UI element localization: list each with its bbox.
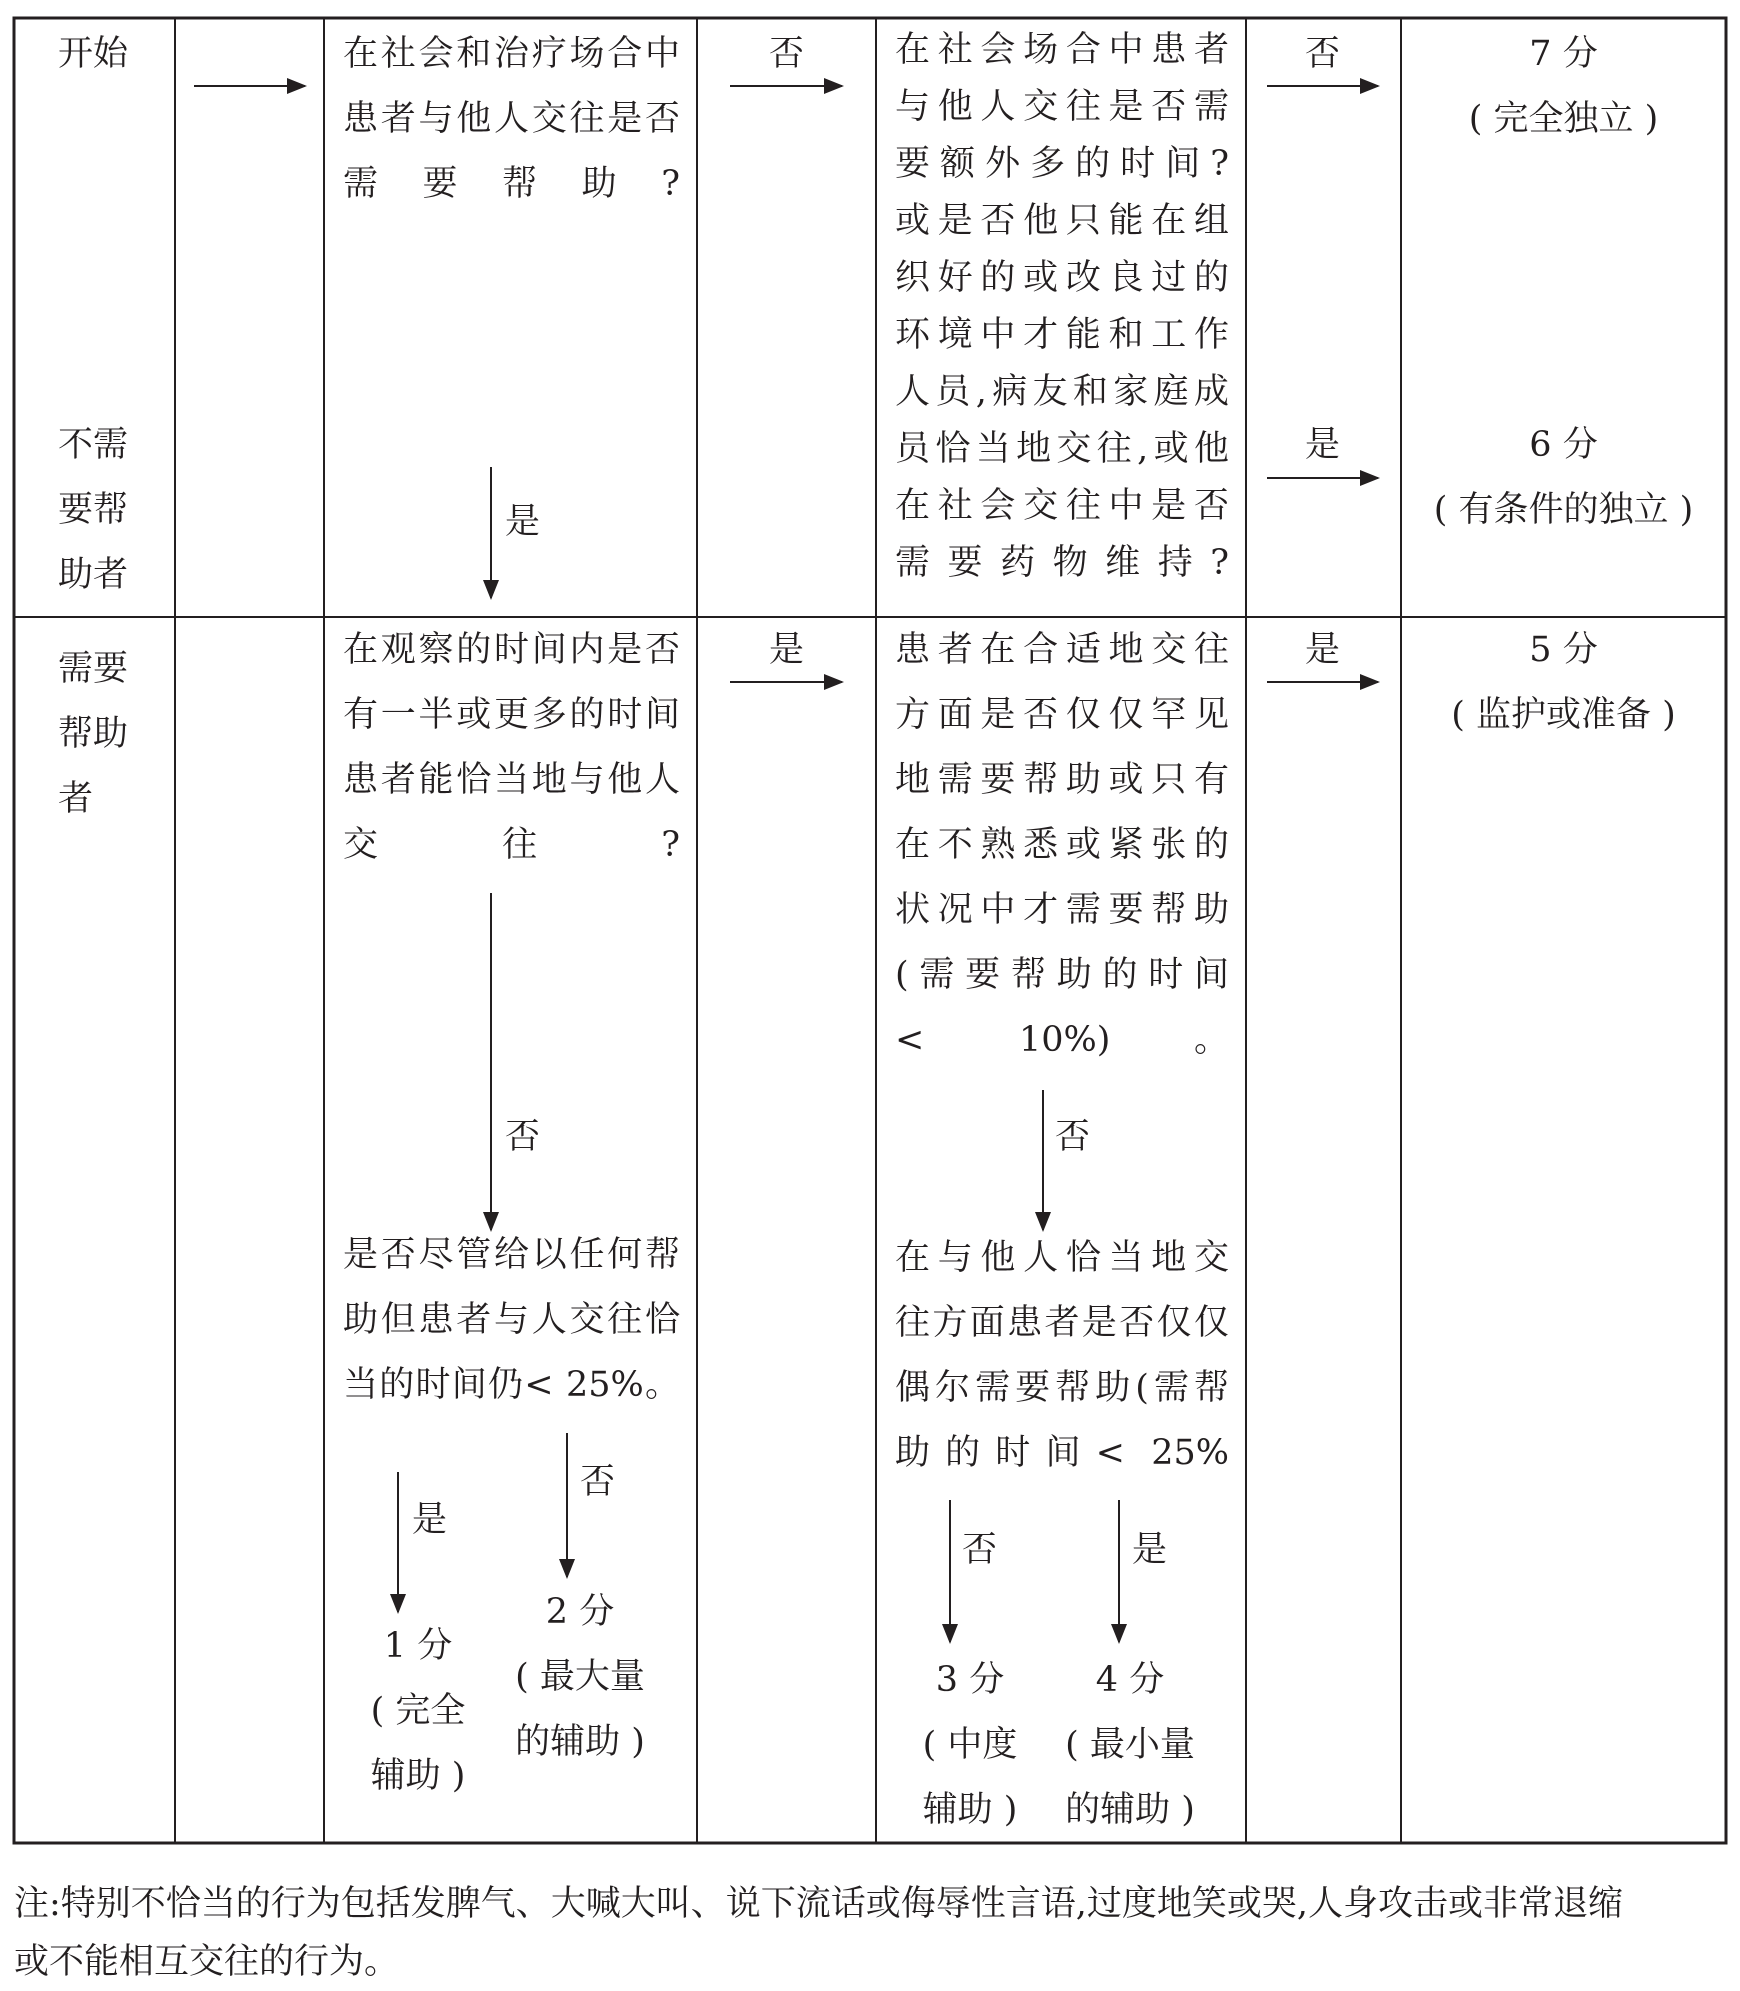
question-2-line: 员恰当地交往,或他 — [895, 429, 1229, 469]
question-2-line: 在社会场合中患者 — [895, 30, 1229, 70]
score-2-line: ( 最大量 — [515, 1657, 645, 1697]
score-2-line: 的辅助 ) — [515, 1722, 645, 1762]
start-label-line: 开始 — [58, 34, 129, 74]
question-6-line: 偶尔需要帮助(需帮 — [895, 1368, 1229, 1408]
question-3-line: 交往? — [343, 825, 680, 865]
question-6-line: 助的时间< 25% — [895, 1433, 1229, 1473]
score-1 — [348, 1614, 488, 1809]
need-help-label-line: 需要 — [58, 649, 129, 689]
question-4 — [895, 618, 1229, 1073]
arrow-label-q4-yes: 是 — [1305, 630, 1341, 670]
question-6-line: 在与他人恰当地交 — [895, 1238, 1229, 1278]
question-1-line: 患者与他人交往是否 — [343, 99, 680, 139]
question-2-line: 人员,病友和家庭成 — [895, 372, 1229, 412]
question-4-line: (需要帮助的时间 — [895, 955, 1229, 995]
arrow-label-q6-no: 否 — [962, 1530, 998, 1570]
question-5-line: 是否尽管给以任何帮 — [343, 1235, 680, 1275]
score-6-line: ( 有条件的独立 ) — [1433, 490, 1694, 530]
score-7 — [1401, 22, 1726, 152]
no-help-label-line: 要帮 — [58, 490, 129, 530]
question-3-line: 患者能恰当地与他人 — [343, 760, 680, 800]
question-4-line: 地需要帮助或只有 — [895, 760, 1229, 800]
question-5-line: 助但患者与人交往恰 — [343, 1300, 680, 1340]
score-4 — [1055, 1648, 1205, 1843]
arrow-label-q1-yes: 是 — [505, 502, 541, 542]
no-help-label-line: 助者 — [58, 555, 129, 595]
score-5 — [1401, 618, 1726, 748]
question-2-line: 与他人交往是否需 — [895, 87, 1229, 127]
score-5-line: 5 分 — [1529, 630, 1598, 670]
score-4-line: 的辅助 ) — [1065, 1790, 1195, 1830]
score-6-line: 6 分 — [1529, 425, 1598, 465]
arrow-label-q5-no: 否 — [580, 1462, 616, 1502]
question-4-line: < 10%)。 — [895, 1020, 1229, 1060]
arrow-label-q6-yes: 是 — [1132, 1530, 1168, 1570]
question-2-line: 或是否他只能在组 — [895, 201, 1229, 241]
question-3-line: 有一半或更多的时间 — [343, 695, 680, 735]
question-4-line: 在不熟悉或紧张的 — [895, 825, 1229, 865]
question-3 — [343, 618, 680, 878]
score-7-line: 7 分 — [1529, 34, 1598, 74]
need-help-label-line: 者 — [58, 779, 94, 819]
score-3-line: 3 分 — [935, 1660, 1005, 1700]
question-5 — [343, 1223, 680, 1418]
question-5-line: 当的时间仍< 25%。 — [343, 1365, 680, 1405]
question-2-line: 需要药物维持? — [895, 543, 1229, 583]
score-1-line: 辅助 ) — [370, 1756, 466, 1796]
question-2-line: 在社会交往中是否 — [895, 486, 1229, 526]
no-help-label — [58, 413, 128, 608]
question-4-line: 方面是否仅仅罕见 — [895, 695, 1229, 735]
score-4-line: 4 分 — [1095, 1660, 1165, 1700]
question-4-line: 患者在合适地交往 — [895, 630, 1229, 670]
question-1-line: 需要帮助? — [343, 164, 680, 204]
start-label — [58, 22, 128, 87]
question-2-line: 要额外多的时间? — [895, 144, 1229, 184]
no-help-label-line: 不需 — [58, 425, 129, 465]
score-6 — [1401, 413, 1726, 543]
score-5-line: ( 监护或准备 ) — [1451, 695, 1676, 735]
arrow-label-q1-no: 否 — [769, 34, 805, 74]
question-3-line: 在观察的时间内是否 — [343, 630, 680, 670]
question-2-line: 环境中才能和工作 — [895, 315, 1229, 355]
score-3 — [900, 1648, 1040, 1843]
question-4-line: 状况中才需要帮助 — [895, 890, 1229, 930]
score-2 — [505, 1580, 655, 1775]
score-1-line: ( 完全 — [370, 1691, 466, 1731]
score-1-line: 1 分 — [383, 1626, 453, 1666]
score-2-line: 2 分 — [545, 1592, 615, 1632]
score-3-line: ( 中度 — [922, 1725, 1018, 1765]
question-6-line: 往方面患者是否仅仅 — [895, 1303, 1229, 1343]
footnote-line: 或不能相互交往的行为。 — [14, 1942, 400, 1982]
need-help-label — [58, 637, 128, 832]
question-6 — [895, 1226, 1229, 1486]
arrow-label-q2-no: 否 — [1305, 34, 1341, 74]
footnote — [14, 1875, 1730, 1991]
arrow-label-q2-yes: 是 — [1305, 425, 1341, 465]
arrow-label-q4-no: 否 — [1055, 1117, 1091, 1157]
score-4-line: ( 最小量 — [1065, 1725, 1195, 1765]
score-7-line: ( 完全独立 ) — [1468, 99, 1659, 139]
footnote-line: 注:特别不恰当的行为包括发脾气、大喊大叫、说下流话或侮辱性言语,过度地笑或哭,人身攻击或非常退缩 — [14, 1884, 1624, 1924]
arrow-label-q3-yes: 是 — [769, 630, 805, 670]
score-3-line: 辅助 ) — [922, 1790, 1018, 1830]
question-2-line: 织好的或改良过的 — [895, 258, 1229, 298]
table-border — [14, 18, 1726, 1843]
need-help-label-line: 帮助 — [58, 714, 129, 754]
question-2 — [895, 22, 1229, 592]
arrow-label-q5-yes: 是 — [412, 1500, 448, 1540]
question-1 — [343, 22, 680, 217]
arrow-label-q3-no: 否 — [505, 1117, 541, 1157]
question-1-line: 在社会和治疗场合中 — [343, 34, 680, 74]
